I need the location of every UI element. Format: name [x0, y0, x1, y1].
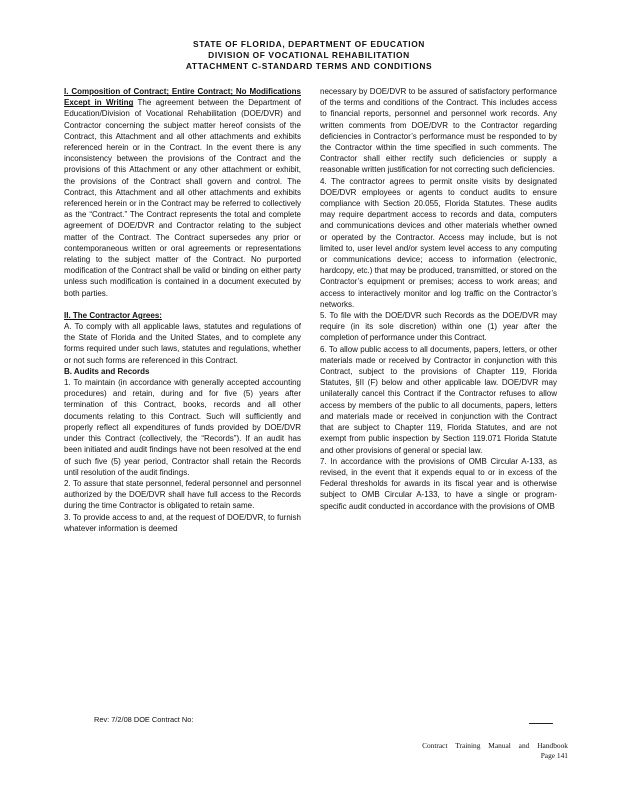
clause-b3-continued: necessary by DOE/DVR to be assured of satisfactory performance of the terms and conditions of the Contract. This includes access to financial reports, personnel and personnel work records. Any written comments from DOE/DVR to the Contractor regarding deficiencies in Contractor’s performance must be responded to by the Contractor within the time specified in such comments. The Contractor shall either rectify such deficiencies or supply a reasonable written justification for not correcting such deficiencies.: [320, 87, 557, 175]
clause-b1: 1. To maintain (in accordance with generally accepted accounting procedures) and retain, during and for five (5) years after termination of this Contract, books, records and all other documents relating to this Contract. Such will sufficiently and properly reflect all expenditures of funds provided by DOE/DVR under this Contract (collectively, the “Records”). If an audit has been initiated and audit findings have not been resolved at the end of such five (5) year period, Contractor shall retain the Records until resolution of the audit findings.: [64, 378, 301, 477]
clause-b7: 7. In accordance with the provisions of OMB Circular A-133, as revised, in the event that it expends equal to or in excess of the Federal thresholds for awards in its fiscal year and is otherwise subject to OMB Circular A-133, to have a single or program-specific audit conducted in accordance with the provisions of OMB: [320, 456, 557, 511]
header-line-3: ATTACHMENT C-STANDARD TERMS AND CONDITIONS: [185, 61, 433, 71]
clause-b4: 4. The contractor agrees to permit onsite visits by designated DOE/DVR employees or agents to conduct audits to ensure compliance with Section 20.055, Florida Statutes. These audits may require department access to records and data, computers and communications devices and other materials whether owned or operated by the Contractor. Access may include, but is not limited to, user level and/or system level access to any computing or communications device; access to information (electronic, hardcopy, etc.) that may be produced, transmitted, or stored on the Contractor’s equipment or premises; access to work areas; and access to interactively monitor and log traffic on the Contractor’s networks.: [320, 176, 557, 309]
clause-b6: 6. To allow public access to all documents, papers, letters, or other materials made or received by Contractor in conjunction with this Contract, subject to the provisions of Chapter 119, Florida Statutes, §II (F) below and other applicable law. DOE/DVR may unilaterally cancel this Contract if the Contractor refuses to allow access by members of the public to all documents, papers, letters and materials made or received in conjunction with the Contract that are subject to Chapter 119, Florida Statutes, and are not exempt from public inspection by Section 119.071 Florida Statute and other provisions of general or special law.: [320, 344, 557, 455]
section-1-heading: I. Composition of Contract; Entire Contract; No Modifications Except in Writing: [64, 87, 301, 108]
contract-number-line: [529, 723, 553, 724]
header-line-2: DIVISION OF VOCATIONAL REHABILITATION: [208, 50, 410, 60]
revision-note: Rev: 7/2/08 DOE Contract No:: [94, 715, 194, 724]
page-footer: [422, 741, 568, 761]
clause-b5: 5. To file with the DOE/DVR such Records as the DOE/DVR may require (in its sole discretion) within one (1) year after the completion of performance under this Contract.: [320, 311, 557, 343]
clause-b-heading: B. Audits and Records: [64, 366, 150, 376]
header-line-1: STATE OF FLORIDA, DEPARTMENT OF EDUCATION: [193, 39, 425, 49]
clause-b2: 2. To assure that state personnel, federal personnel and personnel authorized by the DOE/DVR shall have full access to the Records during the time Contractor is obligated to retain same.: [64, 478, 301, 511]
spacer: [64, 299, 301, 310]
page-number: Page 141: [540, 751, 568, 760]
document-header: [0, 39, 618, 72]
handbook-title: Contract Training Manual and Handbook: [422, 741, 568, 750]
section-2-heading: II. The Contractor Agrees:: [64, 310, 162, 320]
clause-b3: 3. To provide access to and, at the request of DOE/DVR, to furnish whatever information is deemed: [64, 512, 301, 533]
left-column: [64, 86, 301, 534]
section-1-body: The agreement between the Department of Education/Division of Vocational Rehabilitation (DOE/DVR) and Contractor concerning the subject matter hereof consists of the Contract, this Attachment and all other attachments and exhibits referenced herein or in the Contract. In the event there is any inconsistency between the provisions of the Contract and the provisions of this Attachment or any other attachment or exhibit, the provisions of the Contract shall govern and control. The Contract, this Attachment and all other attachments and exhibits referenced herein or in the Contract may be referred to collectively as the “Contract.” The Contract represents the total and complete agreement of DOE/DVR and Contractor relating to the subject matter of the Contract. The Contract supersedes any prior or contemporaneous written or oral agreements or representations relating to the subject matter of the Contract. No purported modification of the Contract shall be valid or binding on either party unless such modification is contained in a document executed by both parties.: [64, 98, 301, 298]
section-1-paragraph: [64, 86, 301, 299]
clause-a: A. To comply with all applicable laws, statutes and regulations of the State of Florida and the United States, and to complete any forms required under such laws, statutes and regulations, whether or not such forms are referenced in this Contract.: [64, 322, 301, 365]
right-column: [320, 86, 557, 512]
